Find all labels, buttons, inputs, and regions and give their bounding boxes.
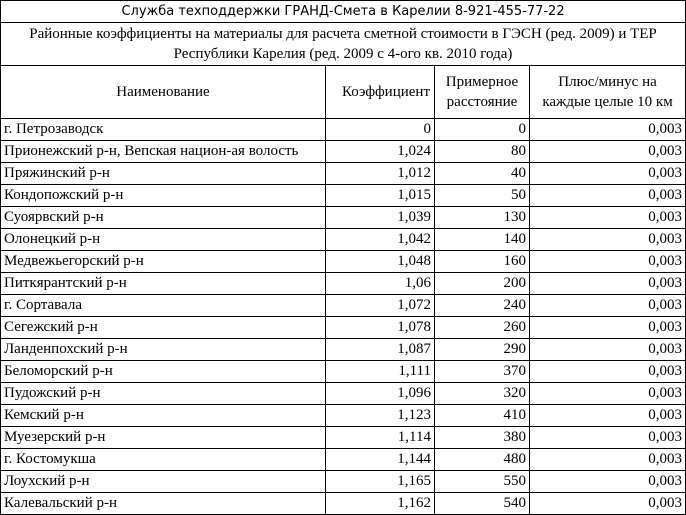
region-name-cell: г. Костомукша [1, 449, 326, 471]
table-row [1, 185, 686, 207]
delta-cell: 0,003 [530, 383, 686, 405]
coefficient-cell: 1,096 [326, 383, 435, 405]
table-row [1, 449, 686, 471]
table-row [1, 207, 686, 229]
distance-cell: 260 [435, 317, 530, 339]
delta-cell: 0,003 [530, 251, 686, 273]
delta-cell: 0,003 [530, 295, 686, 317]
table-row [1, 339, 686, 361]
coefficient-cell: 1,087 [326, 339, 435, 361]
delta-cell: 0,003 [530, 405, 686, 427]
delta-cell: 0,003 [530, 185, 686, 207]
distance-cell: 540 [435, 493, 530, 515]
table-row [1, 295, 686, 317]
region-name-cell: Калевальский р-н [1, 493, 326, 515]
table-row [1, 251, 686, 273]
delta-cell: 0,003 [530, 141, 686, 163]
column-header-name: Наименование [1, 66, 326, 119]
region-name-cell: г. Сортавала [1, 295, 326, 317]
table-row [1, 229, 686, 251]
table-row [1, 163, 686, 185]
delta-cell: 0,003 [530, 317, 686, 339]
table-title-row [1, 23, 686, 66]
distance-cell: 290 [435, 339, 530, 361]
region-name-cell: Сегежский р-н [1, 317, 326, 339]
distance-cell: 480 [435, 449, 530, 471]
table-row [1, 383, 686, 405]
coefficient-cell: 1,024 [326, 141, 435, 163]
delta-cell: 0,003 [530, 471, 686, 493]
distance-cell: 140 [435, 229, 530, 251]
region-name-cell: Пряжинский р-н [1, 163, 326, 185]
coefficient-cell: 1,114 [326, 427, 435, 449]
distance-cell: 80 [435, 141, 530, 163]
table-row [1, 471, 686, 493]
region-name-cell: г. Петрозаводск [1, 119, 326, 141]
delta-cell: 0,003 [530, 427, 686, 449]
coefficient-cell: 1,165 [326, 471, 435, 493]
region-name-cell: Прионежский р-н, Вепская национ-ая волость [1, 141, 326, 163]
coefficient-cell: 1,015 [326, 185, 435, 207]
column-header-delta: Плюс/минус на каждые целые 10 км [530, 66, 686, 119]
region-name-cell: Кемский р-н [1, 405, 326, 427]
region-name-cell: Муезерский р-н [1, 427, 326, 449]
region-name-cell: Медвежьегорский р-н [1, 251, 326, 273]
delta-cell: 0,003 [530, 273, 686, 295]
coefficient-cell: 1,162 [326, 493, 435, 515]
delta-cell: 0,003 [530, 449, 686, 471]
region-name-cell: Питкярантский р-н [1, 273, 326, 295]
table-row [1, 119, 686, 141]
column-header-distance: Примерное расстояние [435, 66, 530, 119]
delta-cell: 0,003 [530, 163, 686, 185]
distance-cell: 200 [435, 273, 530, 295]
region-name-cell: Ланденпохский р-н [1, 339, 326, 361]
table-row [1, 361, 686, 383]
distance-cell: 160 [435, 251, 530, 273]
distance-cell: 380 [435, 427, 530, 449]
region-name-cell: Беломорский р-н [1, 361, 326, 383]
table-row [1, 427, 686, 449]
coefficient-cell: 1,144 [326, 449, 435, 471]
distance-cell: 40 [435, 163, 530, 185]
coefficient-cell: 1,039 [326, 207, 435, 229]
delta-cell: 0,003 [530, 207, 686, 229]
table-row [1, 405, 686, 427]
delta-cell: 0,003 [530, 229, 686, 251]
coefficient-cell: 1,048 [326, 251, 435, 273]
support-banner-row [1, 1, 686, 23]
coefficient-cell: 1,072 [326, 295, 435, 317]
delta-cell: 0,003 [530, 339, 686, 361]
coefficient-cell: 1,111 [326, 361, 435, 383]
distance-cell: 130 [435, 207, 530, 229]
region-name-cell: Олонецкий р-н [1, 229, 326, 251]
distance-cell: 320 [435, 383, 530, 405]
distance-cell: 370 [435, 361, 530, 383]
coefficient-cell: 1,042 [326, 229, 435, 251]
region-name-cell: Суоярвский р-н [1, 207, 326, 229]
region-name-cell: Кондопожский р-н [1, 185, 326, 207]
distance-cell: 240 [435, 295, 530, 317]
region-name-cell: Пудожский р-н [1, 383, 326, 405]
coefficient-cell: 1,012 [326, 163, 435, 185]
region-name-cell: Лоухский р-н [1, 471, 326, 493]
delta-cell: 0,003 [530, 493, 686, 515]
distance-cell: 410 [435, 405, 530, 427]
coefficient-cell: 0 [326, 119, 435, 141]
coefficient-cell: 1,123 [326, 405, 435, 427]
table-row [1, 493, 686, 515]
coefficient-cell: 1,06 [326, 273, 435, 295]
distance-cell: 0 [435, 119, 530, 141]
column-header-coefficient: Коэффициент [326, 66, 435, 119]
table-row [1, 273, 686, 295]
support-banner: Служба техподдержки ГРАНД-Смета в Карелии 8-921-455-77-22 [1, 1, 686, 23]
header-row [1, 66, 686, 119]
coefficient-cell: 1,078 [326, 317, 435, 339]
table-row [1, 317, 686, 339]
delta-cell: 0,003 [530, 361, 686, 383]
distance-cell: 50 [435, 185, 530, 207]
distance-cell: 550 [435, 471, 530, 493]
table-title: Районные коэффициенты на материалы для расчета сметной стоимости в ГЭСН (ред. 2009) и ТЕР Республики Карелия (ред. 2009 с 4-ого кв. 2010 года) [1, 23, 686, 66]
delta-cell: 0,003 [530, 119, 686, 141]
table-row [1, 141, 686, 163]
